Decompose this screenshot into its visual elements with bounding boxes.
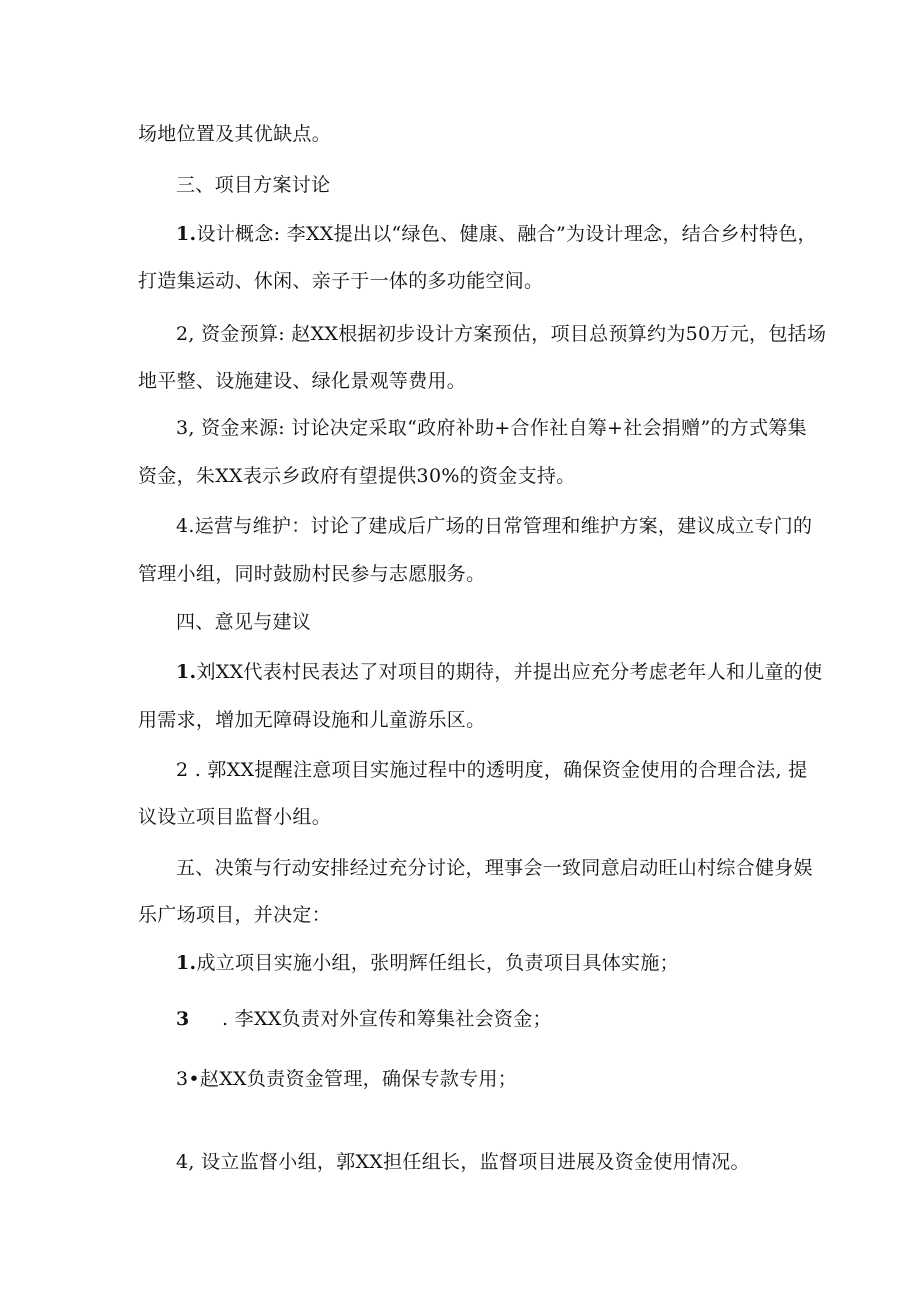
- section-heading: 五、决策与行动安排经过充分讨论，理事会一致同意启动旺山村综合健身娱: [176, 857, 813, 879]
- section-heading: 四、意见与建议: [176, 611, 312, 633]
- list-item-text: 成立项目实施小组，张明辉任组长，负责项目具体实施；: [196, 952, 679, 974]
- paragraph-text: 刘XX代表村民表达了对项目的期待，并提出应充分考虑老年人和儿童的使: [196, 661, 823, 683]
- paragraph-line: 4.运营与维护：讨论了建成后广场的日常管理和维护方案，建议成立专门的: [176, 515, 813, 537]
- highlighted-number: 1.: [176, 223, 197, 245]
- paragraph-line: 议设立项目监督小组。: [138, 806, 332, 828]
- paragraph-line: 资金，朱XX表示乡政府有望提供30%的资金支持。: [138, 465, 576, 487]
- highlighted-number: 1.: [176, 952, 197, 974]
- list-item-number: 3: [176, 1008, 190, 1030]
- paragraph-line: [176, 221, 817, 247]
- paragraph-line: 乐广场项目，并决定：: [138, 904, 332, 926]
- paragraph-text: 设计概念: 李XX提出以“绿色、健康、融合”为设计理念，结合乡村特色，: [196, 223, 817, 245]
- paragraph-line: 2 . 郭XX提醒注意项目实施过程中的透明度，确保资金使用的合理合法, 提: [176, 759, 808, 781]
- paragraph-line: [176, 659, 822, 685]
- paragraph-line: 3, 资金来源: 讨论决定采取“政府补助+合作社自筹+社会捐赠”的方式筹集: [176, 417, 807, 439]
- list-item: . 李XX负责对外宣传和筹集社会资金；: [222, 1008, 552, 1030]
- paragraph-line: 用需求，增加无障碍设施和儿童游乐区。: [138, 709, 486, 731]
- highlighted-number: 1.: [176, 661, 197, 683]
- section-heading: 三、项目方案讨论: [176, 174, 331, 196]
- paragraph-line: 地平整、设施建设、绿化景观等费用。: [138, 370, 467, 392]
- text-line: 场地位置及其优缺点。: [138, 123, 332, 145]
- list-item: [176, 950, 679, 976]
- paragraph-line: 打造集运动、休闲、亲子于一体的多功能空间。: [138, 270, 544, 292]
- paragraph-line: 管理小组，同时鼓励村民参与志愿服务。: [138, 563, 486, 585]
- list-item: 3•赵XX负责资金管理，确保专款专用；: [176, 1068, 518, 1090]
- list-item: 4, 设立监督小组，郭XX担任组长，监督项目进展及资金使用情况。: [176, 1151, 750, 1173]
- paragraph-line: 2, 资金预算: 赵XX根据初步设计方案预估，项目总预算约为50万元，包括场: [176, 323, 827, 345]
